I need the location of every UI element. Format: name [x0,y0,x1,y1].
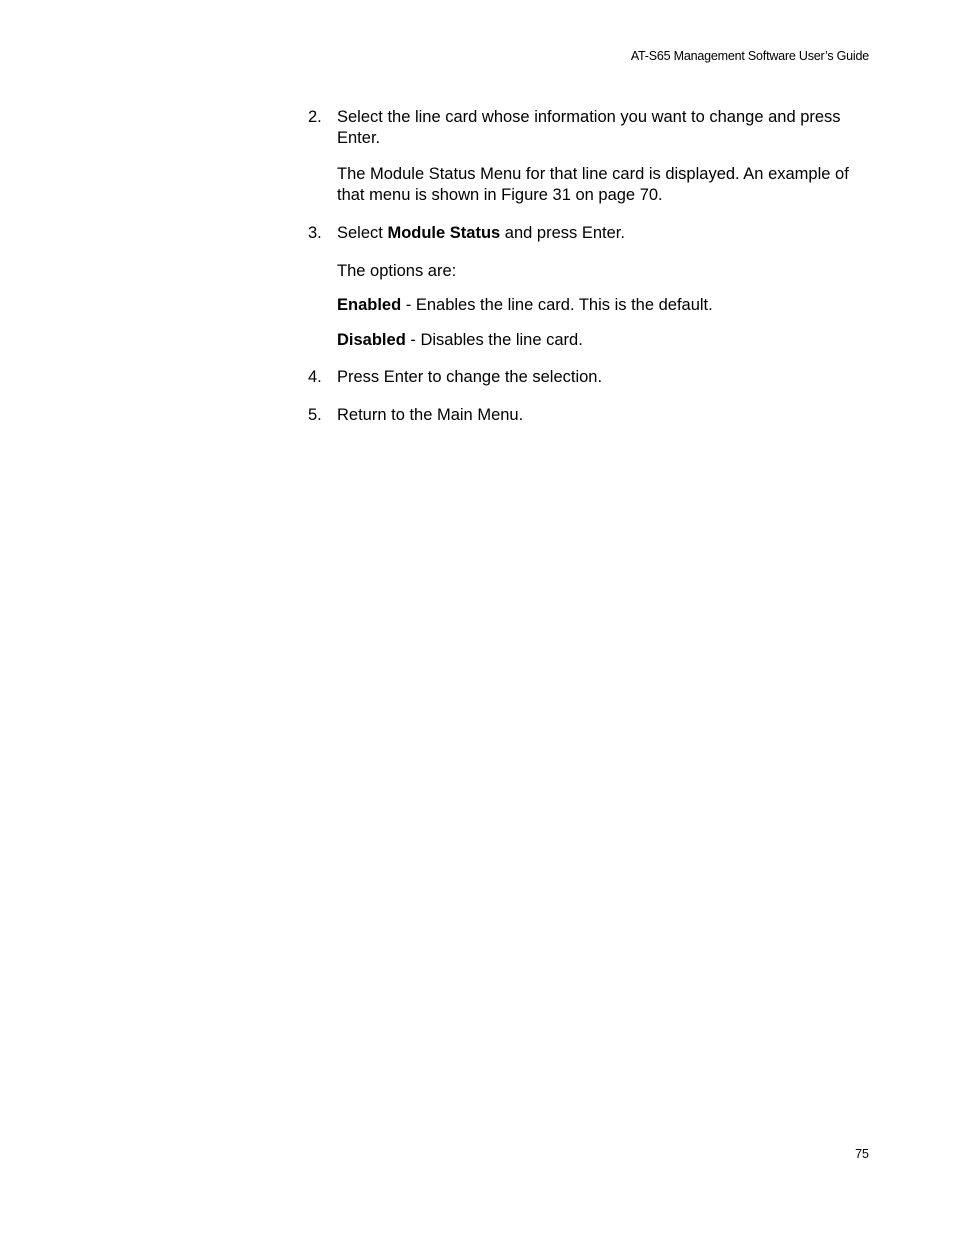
step-5 [308,405,878,426]
step-number: 2. [308,108,322,126]
step-number: 3. [308,224,322,242]
option-description: - Enables the line card. This is the default. [401,296,713,314]
option-name: Disabled [337,330,406,349]
step-text: Return to the Main Menu. [337,405,524,424]
step-2 [308,107,878,148]
step-result: The Module Status Menu for that line card is displayed. An example of that menu is shown in Figure 31 on page 70. [337,165,849,204]
step-text [337,223,878,244]
step-number: 4. [308,368,322,386]
step-number: 5. [308,405,322,424]
option-enabled [337,295,878,316]
step-text-before: Select [337,224,388,242]
setting-name-module-status: Module Status [387,224,501,242]
step-3 [308,223,878,244]
running-header: AT-S65 Management Software User’s Guide [630,49,869,63]
step-4 [308,367,878,388]
step-text: Press Enter to change the selection. [337,368,603,386]
option-disabled [337,330,878,351]
step-text: Select the line card whose information you want to change and press Enter. [337,108,841,147]
procedure-content [308,107,878,425]
option-description: - Disables the line card. [405,330,583,349]
option-name: Enabled [337,296,402,314]
step-text-after: and press Enter. [500,224,625,242]
page-number: 75 [855,1147,869,1161]
options-intro: The options are: [337,261,457,280]
